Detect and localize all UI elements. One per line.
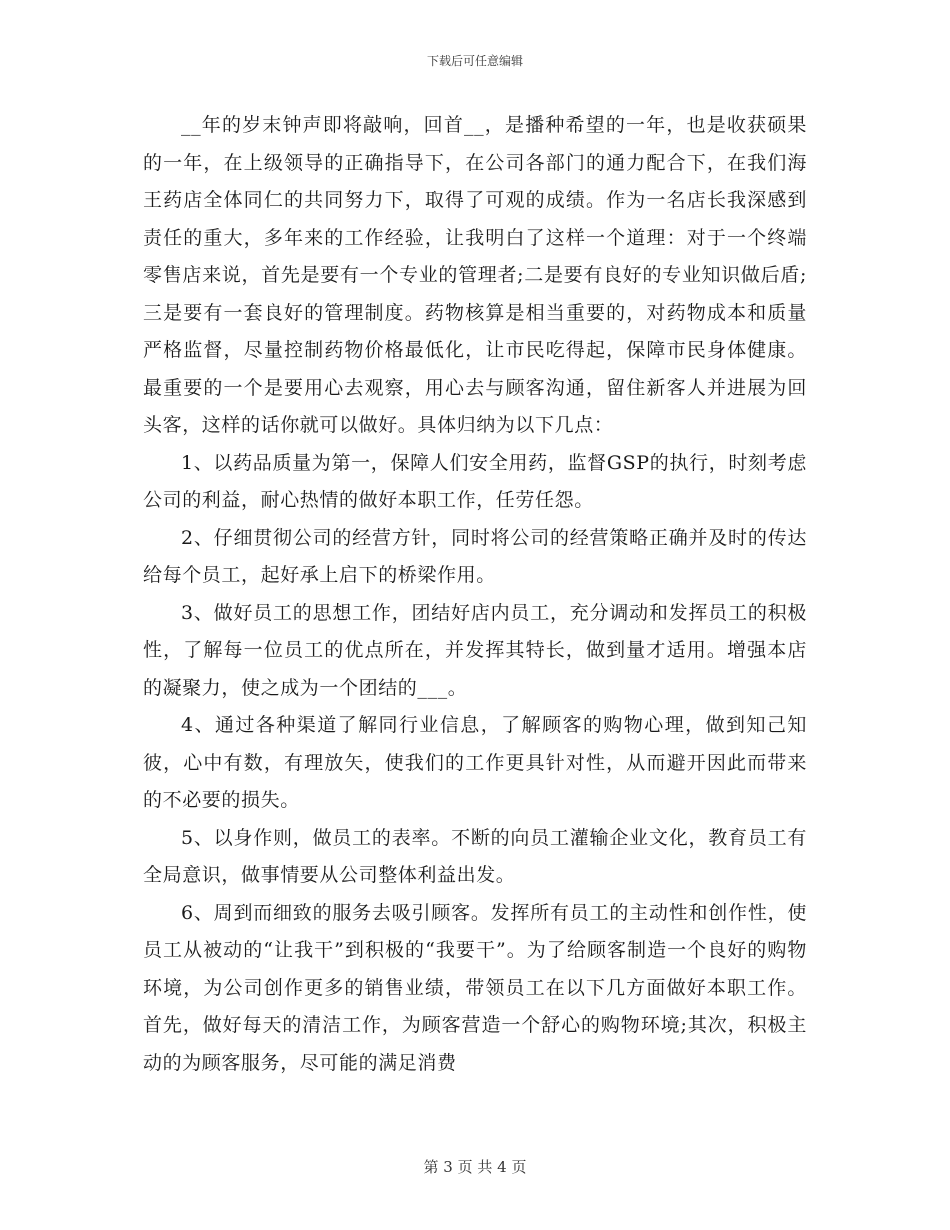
paragraph-point-1: 1、以药品质量为第一，保障人们安全用药，监督GSP的执行，时刻考虑公司的利益，耐心热情的做好本职工作，任劳任怨。	[143, 451, 807, 511]
paragraph-point-5: 5、以身作则，做员工的表率。不断的向员工灌输企业文化，教育员工有全局意识，做事情要从公司整体利益出发。	[143, 826, 807, 886]
paragraph-point-3: 3、做好员工的思想工作，团结好店内员工，充分调动和发挥员工的积极性，了解每一位员工的优点所在，并发挥其特长，做到量才适用。增强本店的凝聚力，使之成为一个团结的___。	[143, 601, 807, 699]
page-number: 第 3 页 共 4 页	[423, 1158, 527, 1176]
paragraph-point-6: 6、周到而细致的服务去吸引顾客。发挥所有员工的主动性和创作性，使员工从被动的“让我干”到积极的“我要干”。为了给顾客制造一个良好的购物环境，为公司创作更多的销售业绩，带领员工在以下几方面做好本职工作。首先，做好每天的清洁工作，为顾客营造一个舒心的购物环境;其次，积极主动的为顾客服务，尽可能的满足消费	[143, 901, 807, 1074]
page-header-note: 下载后可任意编辑	[426, 54, 523, 68]
paragraph-intro: __年的岁末钟声即将敲响，回首__，是播种希望的一年，也是收获硕果的一年，在上级领导的正确指导下，在公司各部门的通力配合下，在我们海王药店全体同仁的共同努力下，取得了可观的成绩。作为一名店长我深感到责任的重大，多年来的工作经验，让我明白了这样一个道理：对于一个终端零售店来说，首先是要有一个专业的管理者;二是要有良好的专业知识做后盾;三是要有一套良好的管理制度。药物核算是相当重要的，对药物成本和质量严格监督，尽量控制药物价格最低化，让市民吃得起，保障市民身体健康。最重要的一个是要用心去观察，用心去与顾客沟通，留住新客人并进展为回头客，这样的话你就可以做好。具体归纳为以下几点：	[143, 114, 807, 436]
document-body	[143, 107, 807, 1082]
paragraph-point-4: 4、通过各种渠道了解同行业信息，了解顾客的购物心理，做到知己知彼，心中有数，有理放矢，使我们的工作更具针对性，从而避开因此而带来的不必要的损失。	[143, 714, 807, 811]
paragraph-point-2: 2、仔细贯彻公司的经营方针，同时将公司的经营策略正确并及时的传达给每个员工，起好承上启下的桥梁作用。	[143, 526, 807, 586]
